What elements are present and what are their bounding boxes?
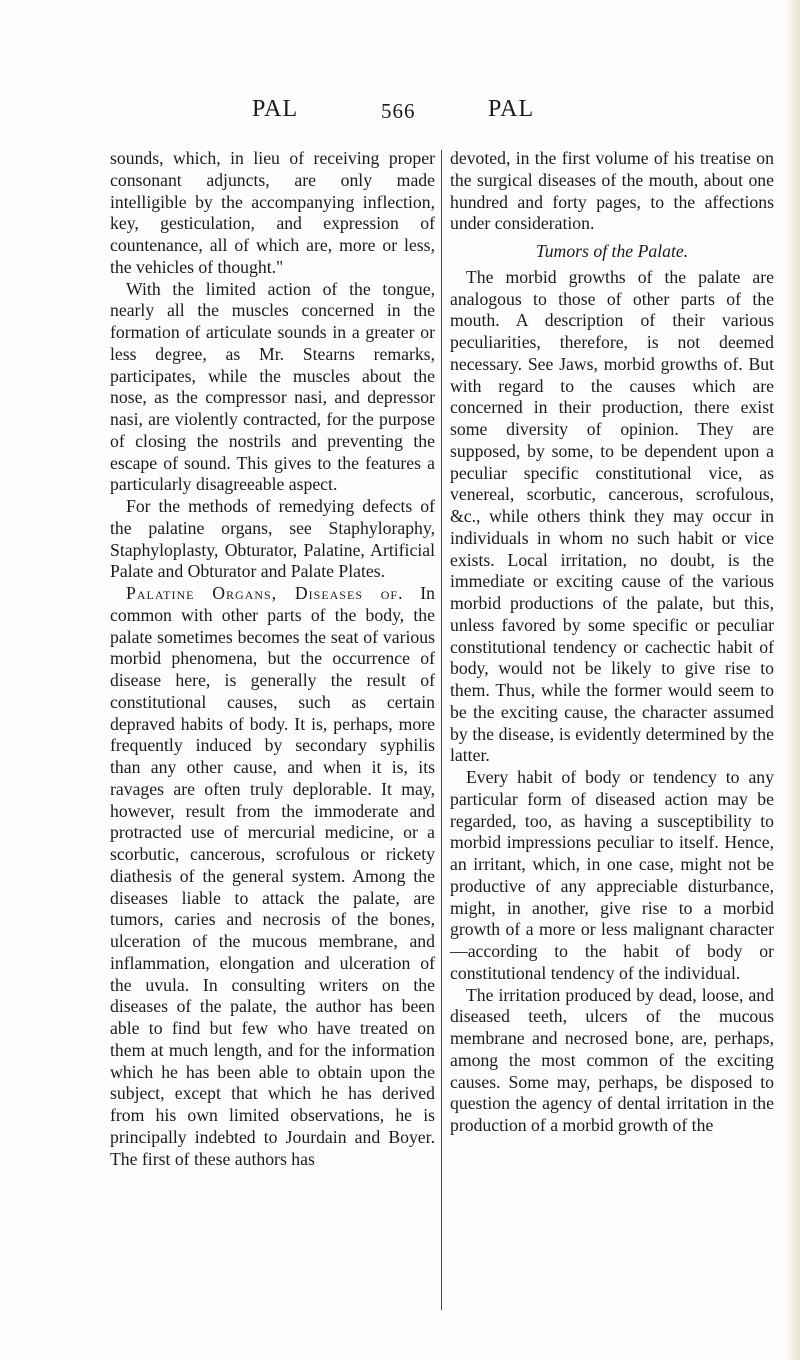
right-column bbox=[450, 148, 774, 1137]
column-divider bbox=[441, 150, 442, 1310]
paragraph bbox=[110, 583, 435, 1170]
entry-heading: Palatine Organs, Diseases of. bbox=[126, 583, 404, 603]
running-head-right: PAL bbox=[488, 96, 535, 122]
paragraph: The irritation produced by dead, loose, and diseased teeth, ulcers of the mucous membrane and necrosed bone, are, perhaps, among the most common of the exciting causes. Some may, perhaps, be disposed to question the agency of dental irritation in the production of a morbid growth of the bbox=[450, 984, 774, 1135]
section-heading: Tumors of the Palate. bbox=[535, 241, 689, 261]
paragraph: devoted, in the first volume of his treatise on the surgical diseases of the mouth, about one hundred and forty pages, to the affections under consideration. bbox=[450, 148, 774, 234]
left-column bbox=[110, 148, 435, 1170]
entry-body: In common with other parts of the body, the palate sometimes becomes the seat of various morbid phenomena, but the occurrence of disease here, is generally the result of constitutional causes, such as certain depraved habits of body. It is, perhaps, more frequently induced by secondary syphilis than any other cause, and when it is, its ravages are often truly deplorable. It may, however, result from the immoderate and protracted use of mercurial medicine, or a scorbutic, cancerous, scrofulous or rickety diathesis of the general system. Among the diseases liable to attack the palate, are tumors, caries and necrosis of the bones, ulceration of the mucous membrane, and inflammation, elongation and ulceration of the uvula. In consulting writers on the diseases of the palate, the author has been able to find but few who have treated on them at much length, and for the information which he has been able to obtain upon the subject, except that which he has derived from his own limited observations, he is principally indebted to Jourdain and Boyer. The first of these authors has bbox=[110, 583, 436, 1169]
page-number: 566 bbox=[381, 99, 416, 123]
page-edge bbox=[786, 0, 800, 1360]
paragraph: With the limited action of the tongue, nearly all the muscles concerned in the formation of articulate sounds in a greater or less degree, as Mr. Stearns remarks, participates, while the muscles about the nose, as the compressor nasi, and depressor nasi, are violently contracted, for the purpose of closing the nostrils and preventing the escape of sound. This gives to the features a particularly disagreeable aspect. bbox=[110, 278, 435, 495]
paragraph: Every habit of body or tendency to any particular form of diseased action may be regarded, too, as having a susceptibility to morbid impressions peculiar to itself. Hence, an irritant, which, in one case, might not be productive of any appreciable disturbance, might, in another, give rise to a morbid growth of a more or less malignant character—according to the habit of body or constitutional tendency of the individual. bbox=[450, 767, 774, 983]
running-head bbox=[0, 96, 800, 136]
paragraph: For the methods of remedying defects of the palatine organs, see Staphyloraphy, Staphyloplasty, Obturator, Palatine, Artificial Palate and Obturator and Palate Plates. bbox=[110, 496, 435, 582]
paragraph: sounds, which, in lieu of receiving proper consonant adjuncts, are only made intelligible by the accompanying inflection, key, gesticulation, and expression of countenance, all of which are, more or less, the vehicles of thought." bbox=[110, 148, 435, 277]
running-head-left: PAL bbox=[252, 96, 299, 122]
paragraph: The morbid growths of the palate are analogous to those of other parts of the mouth. A description of their various peculiarities, therefore, is not deemed necessary. See Jaws, morbid growths of. But with regard to the causes which are concerned in their production, there exist some diversity of opinion. They are supposed, by some, to be dependent upon a peculiar specific constitutional vice, as venereal, scorbutic, cancerous, scrofulous, &c., while others think they may occur in individuals in whom no such habit or vice exists. Local irritation, no doubt, is the immediate or exciting cause of the various morbid productions of the palate, but this, unless favored by some specific or peculiar constitutional tendency or cachectic habit of body, would not be likely to give rise to them. Thus, while the former would seem to be the exciting cause, the character assumed by the disease, is evidently determined by the latter. bbox=[450, 266, 774, 766]
